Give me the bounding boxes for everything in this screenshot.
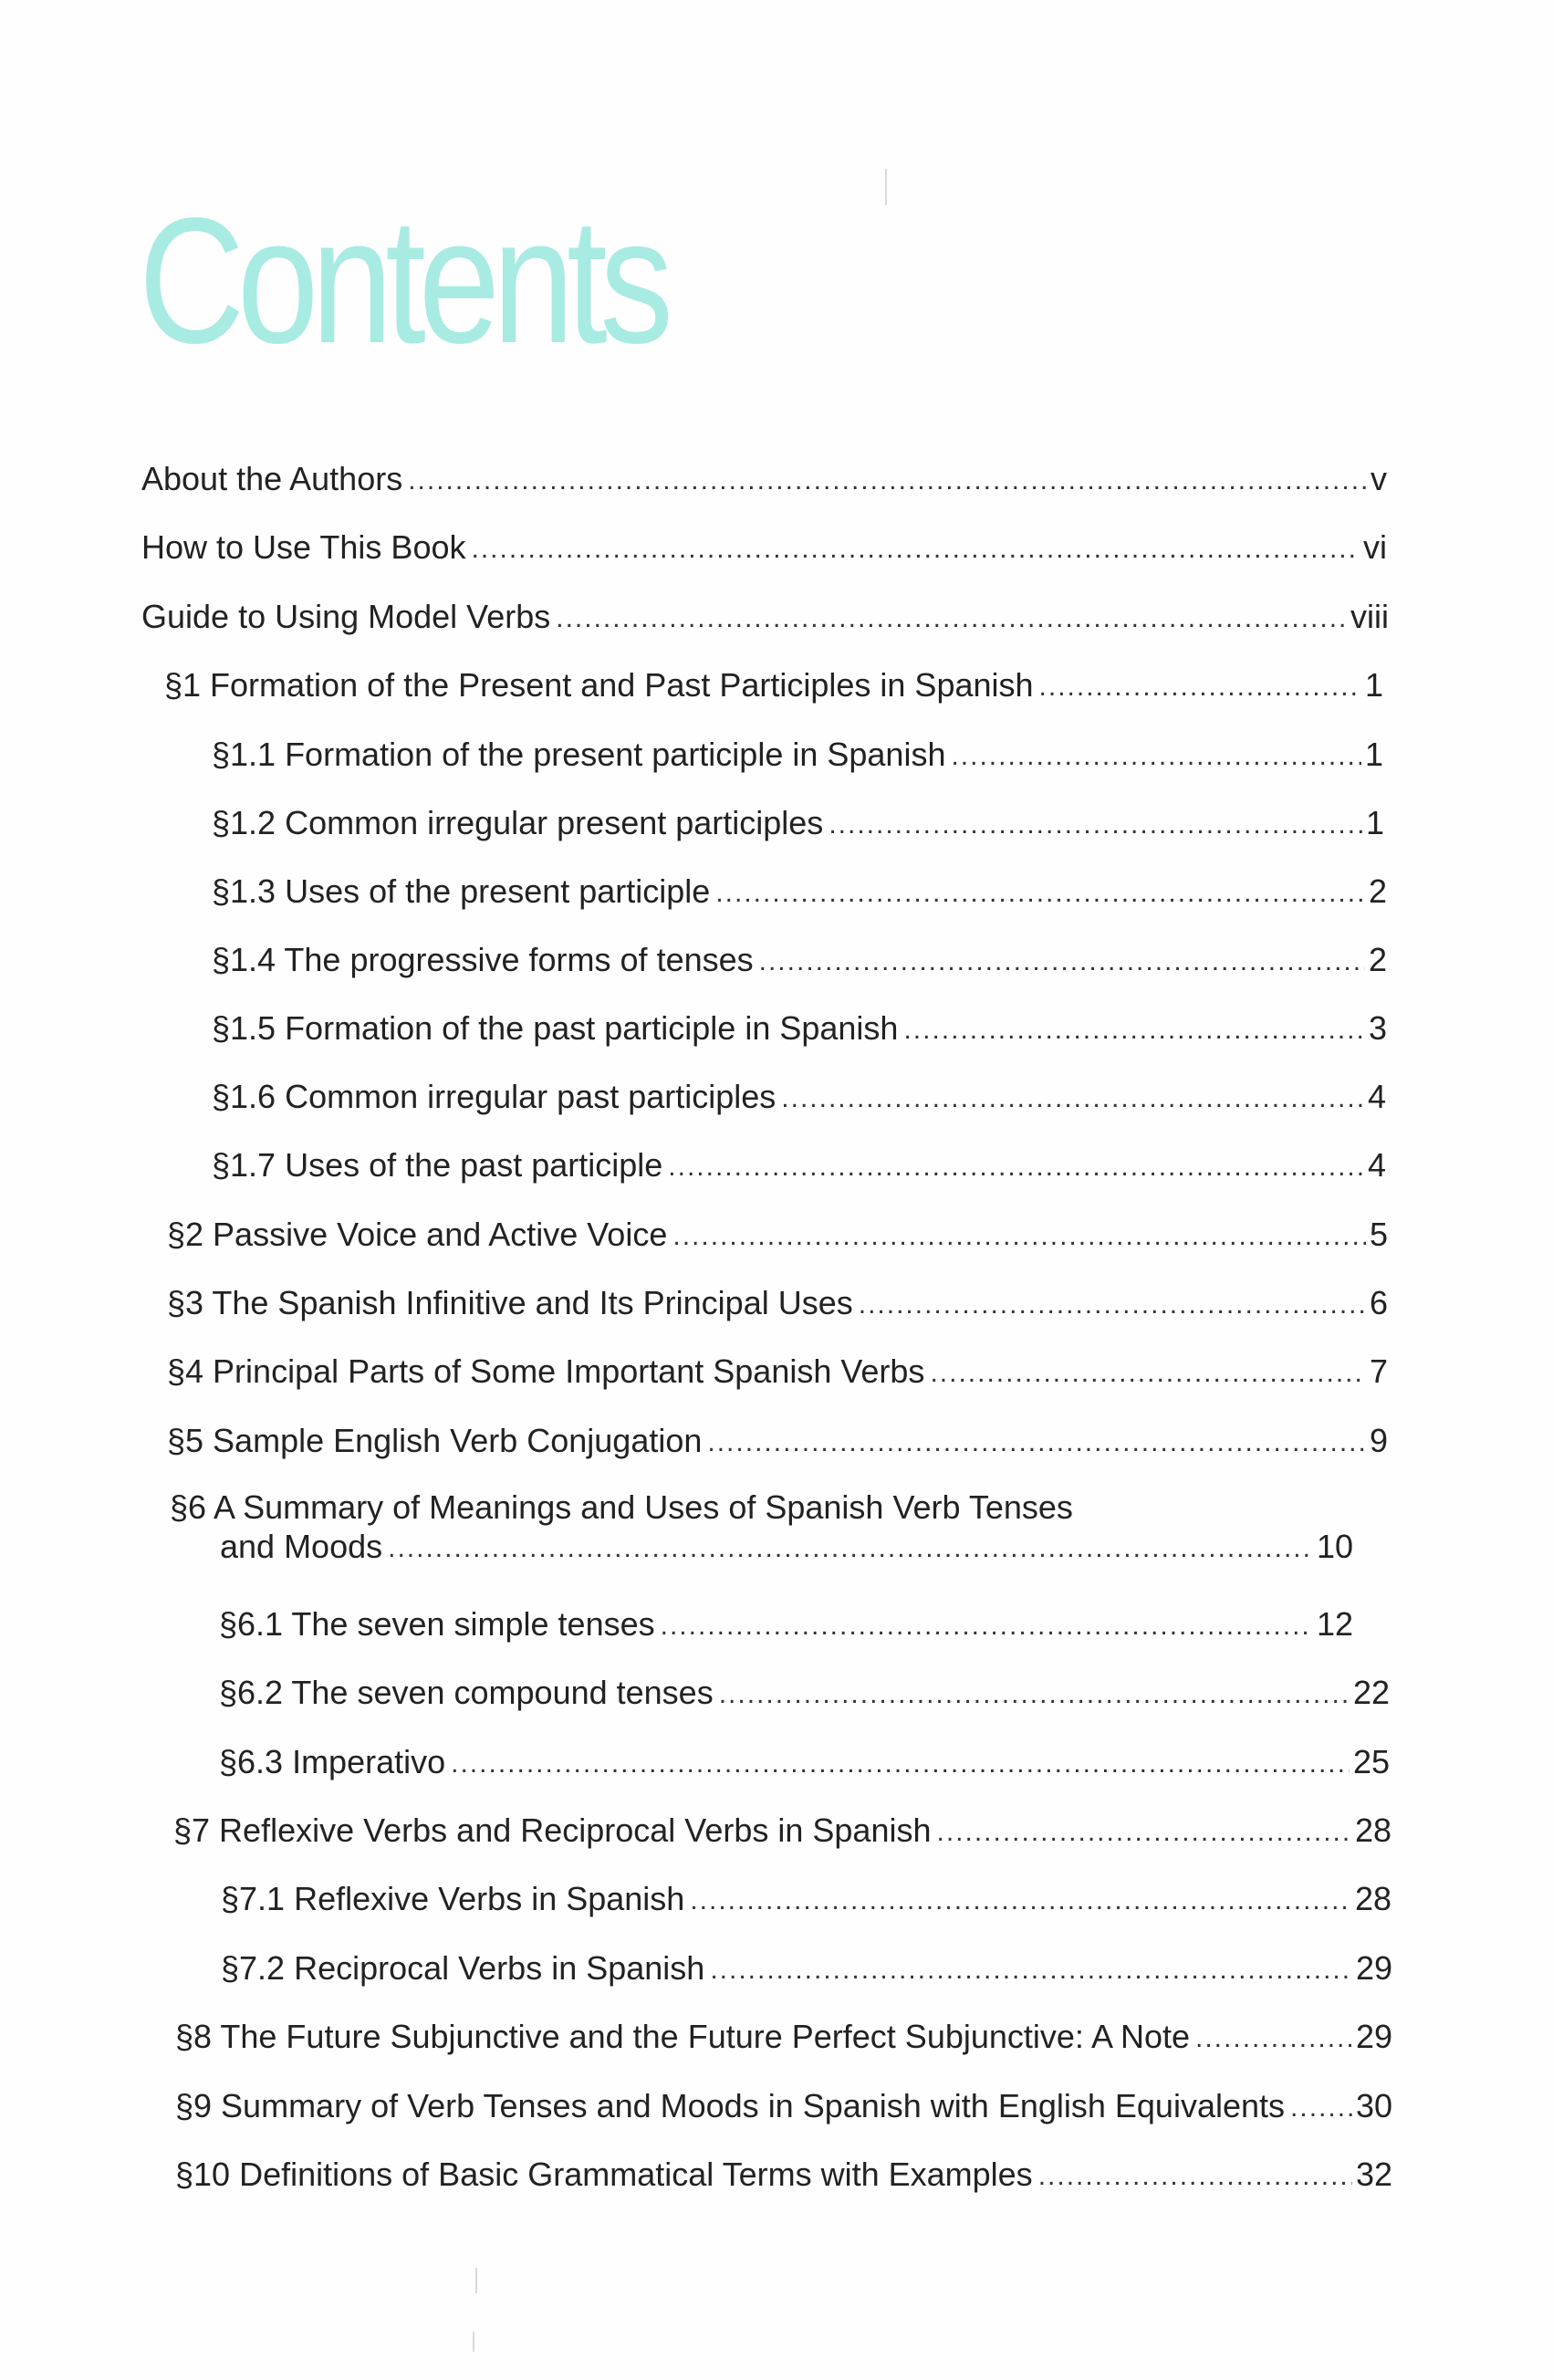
toc-entry-section-1-7[interactable] [212,1146,1386,1187]
toc-entry-page: 28 [1354,1811,1391,1849]
toc-entry-label: §1.7 Uses of the past participle [212,1146,663,1184]
scan-artifact [475,2268,477,2293]
page-title: Contents [139,181,666,381]
toc-entry-page: 1 [1364,736,1383,773]
toc-entry-section-1-4[interactable] [212,941,1387,982]
toc-entry-page: 4 [1367,1078,1386,1115]
toc-entry-page: 1 [1364,666,1383,704]
dot-leader [690,1882,1351,1920]
toc-entry-label: §10 Definitions of Basic Grammatical Terms with Examples [175,2156,1033,2193]
toc-entry-section-6[interactable] [170,1488,1353,1569]
dot-leader [951,737,1361,776]
toc-entry-label: §6.1 The seven simple tenses [219,1605,655,1643]
toc-entry-label: §9 Summary of Verb Tenses and Moods in Spanish with English Equivalents [175,2087,1286,2124]
dot-leader [668,1148,1364,1186]
scan-artifact [473,2332,474,2352]
toc-entry-section-1-3[interactable] [212,872,1387,913]
toc-entry-section-3[interactable] [167,1284,1388,1325]
toc-entry-label: How to Use This Book [141,528,466,566]
dot-leader [1038,2157,1352,2196]
toc-entry-page: 3 [1368,1009,1387,1047]
dot-leader [936,1813,1350,1852]
toc-entry-label-continued: and Moods [220,1528,383,1565]
toc-entry-label: §1 Formation of the Present and Past Participles in Spanish [164,666,1034,704]
toc-entry-page: 25 [1352,1743,1390,1780]
toc-entry-label: §1.2 Common irregular present participles [212,804,824,841]
toc-entry-page: v [1371,460,1387,497]
toc-entry-label: §6 A Summary of Meanings and Uses of Spanish Verb Tenses [170,1488,1073,1526]
toc-entry-how-to-use-this-book[interactable] [141,528,1387,569]
toc-entry-guide-to-model-verbs[interactable] [141,598,1389,639]
dot-leader [930,1354,1366,1393]
dot-leader [903,1011,1365,1049]
toc-entry-page: viii [1350,598,1389,635]
dot-leader [672,1217,1366,1256]
dot-leader [471,530,1360,569]
dot-leader [408,462,1367,500]
toc-entry-label: §5 Sample English Verb Conjugation [167,1422,703,1459]
toc-entry-section-8[interactable] [175,2018,1392,2059]
toc-entry-label: §3 The Spanish Infinitive and Its Principal Uses [167,1284,853,1321]
dot-leader [661,1607,1313,1645]
toc-entry-label: §6.2 The seven compound tenses [219,1674,714,1711]
toc-entry-label: §7.1 Reflexive Verbs in Spanish [221,1880,685,1917]
dot-leader [707,1424,1366,1462]
toc-entry-section-5[interactable] [167,1422,1388,1463]
toc-entry-continuation [170,1528,1353,1569]
toc-entry-page: 29 [1355,1949,1392,1987]
toc-entry-page: 6 [1369,1284,1388,1321]
toc-entry-section-1-2[interactable] [212,804,1384,845]
toc-entry-page: 32 [1355,2156,1392,2193]
toc-entry-page: 30 [1355,2087,1392,2124]
toc-entry-label: §1.3 Uses of the present participle [212,872,711,910]
toc-entry-section-6-3[interactable] [219,1743,1390,1784]
toc-entry-page: 4 [1367,1146,1386,1184]
toc-entry-page: 1 [1365,804,1384,841]
dot-leader [829,806,1362,844]
dot-leader [556,600,1347,638]
toc-entry-section-9[interactable] [175,2087,1392,2128]
toc-entry-page: 10 [1316,1528,1353,1565]
toc-entry-page: 2 [1368,872,1387,910]
dot-leader [859,1286,1366,1324]
toc-entry-section-7-2[interactable] [221,1949,1392,1990]
toc-entry-label: §7.2 Reciprocal Verbs in Spanish [221,1949,705,1987]
toc-entry-label: About the Authors [141,460,403,497]
toc-entry-page: 22 [1352,1674,1390,1711]
toc-entry-section-1-1[interactable] [212,736,1383,777]
toc-entry-label: §1.1 Formation of the present participle in Spanish [212,736,946,773]
toc-entry-section-4[interactable] [167,1352,1388,1394]
toc-entry-section-1[interactable] [164,666,1383,707]
toc-entry-page: 2 [1368,941,1387,978]
dot-leader [719,1675,1350,1714]
toc-entry-label: §4 Principal Parts of Some Important Spanish Verbs [167,1352,925,1390]
toc-entry-section-7[interactable] [173,1811,1391,1853]
toc-entry-label: §7 Reflexive Verbs and Reciprocal Verbs in Spanish [173,1811,932,1849]
toc-entry-section-10[interactable] [175,2156,1392,2197]
dot-leader [781,1080,1364,1118]
toc-entry-label: §8 The Future Subjunctive and the Future Perfect Subjunctive: A Note [175,2018,1191,2055]
dot-leader [388,1529,1313,1568]
dot-leader [710,1951,1352,1989]
dot-leader [759,943,1365,981]
toc-entry-section-2[interactable] [167,1216,1388,1257]
toc-entry-page: 29 [1355,2018,1392,2055]
dot-leader [1195,2020,1352,2058]
dot-leader [1290,2089,1352,2127]
toc-entry-section-1-5[interactable] [212,1009,1387,1050]
toc-entry-label: §2 Passive Voice and Active Voice [167,1216,668,1253]
toc-entry-section-6-2[interactable] [219,1674,1390,1715]
dot-leader [451,1745,1350,1783]
toc-entry-about-the-authors[interactable] [141,460,1387,501]
toc-entry-label: Guide to Using Model Verbs [141,598,551,635]
toc-entry-section-7-1[interactable] [221,1880,1391,1921]
toc-entry-section-1-6[interactable] [212,1078,1386,1119]
toc-entry-page: vi [1363,528,1387,566]
toc-entry-page: 5 [1369,1216,1388,1253]
toc-entry-section-6-1[interactable] [219,1605,1353,1646]
toc-entry-label: §1.6 Common irregular past participles [212,1078,776,1115]
dot-leader [715,874,1365,913]
dot-leader [1039,668,1361,706]
toc-entry-page: 28 [1354,1880,1391,1917]
toc-entry-label: §1.5 Formation of the past participle in Spanish [212,1009,899,1047]
toc-entry-label: §1.4 The progressive forms of tenses [212,941,754,978]
toc-entry-page: 9 [1369,1422,1388,1459]
toc-entry-page: 7 [1369,1352,1388,1390]
toc-entry-label: §6.3 Imperativo [219,1743,446,1780]
toc-entry-page: 12 [1316,1605,1353,1643]
scan-artifact [885,169,887,205]
